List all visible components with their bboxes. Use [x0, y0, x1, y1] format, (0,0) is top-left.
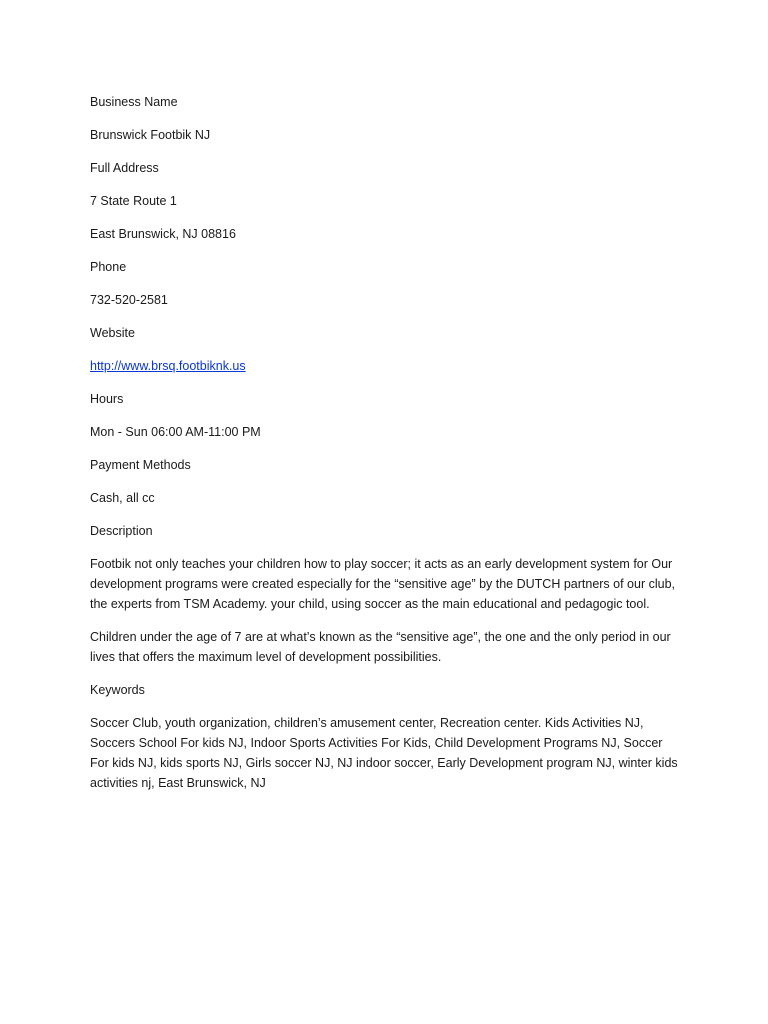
- phone-number: 732-520-2581: [90, 293, 168, 307]
- keywords-value: Soccer Club, youth organization, children’s amusement center, Recreation center. Kids Activities NJ, Soccers School For kids NJ, Indoor Sports Activities For Kids, Child Development Programs NJ, Soccer For kids NJ, kids sports NJ, Girls soccer NJ, NJ indoor soccer, Early Development program NJ, winter kids activities nj, East Brunswick, NJ: [90, 716, 678, 790]
- full-address-label: Full Address: [90, 161, 159, 175]
- document-page: [90, 92, 680, 806]
- payment-methods-label: Payment Methods: [90, 458, 191, 472]
- business-name: Brunswick Footbik NJ: [90, 128, 211, 142]
- phone-label: Phone: [90, 260, 127, 274]
- address-line-1: 7 State Route 1: [90, 194, 177, 208]
- payment-methods-value: Cash, all cc: [90, 491, 155, 505]
- business-name-label: Business Name: [90, 95, 178, 109]
- website-label: Website: [90, 326, 135, 340]
- address-line-2: East Brunswick, NJ 08816: [90, 227, 236, 241]
- description-label: Description: [90, 524, 153, 538]
- website-link[interactable]: http://www.brsq.footbiknk.us: [90, 359, 246, 373]
- website-paragraph: [90, 356, 680, 376]
- hours-label: Hours: [90, 392, 124, 406]
- description-paragraph-1: Footbik not only teaches your children how to play soccer; it acts as an early development system for Our development programs were created especially for the “sensitive age” by the DUTCH partners of our club, the experts from TSM Academy. your child, using soccer as the main educational and pedagogic tool.: [90, 557, 675, 611]
- keywords-label: Keywords: [90, 683, 145, 697]
- hours-value: Mon - Sun 06:00 AM-11:00 PM: [90, 425, 261, 439]
- description-paragraph-2: Children under the age of 7 are at what’s known as the “sensitive age”, the one and the only period in our lives that offers the maximum level of development possibilities.: [90, 630, 671, 664]
